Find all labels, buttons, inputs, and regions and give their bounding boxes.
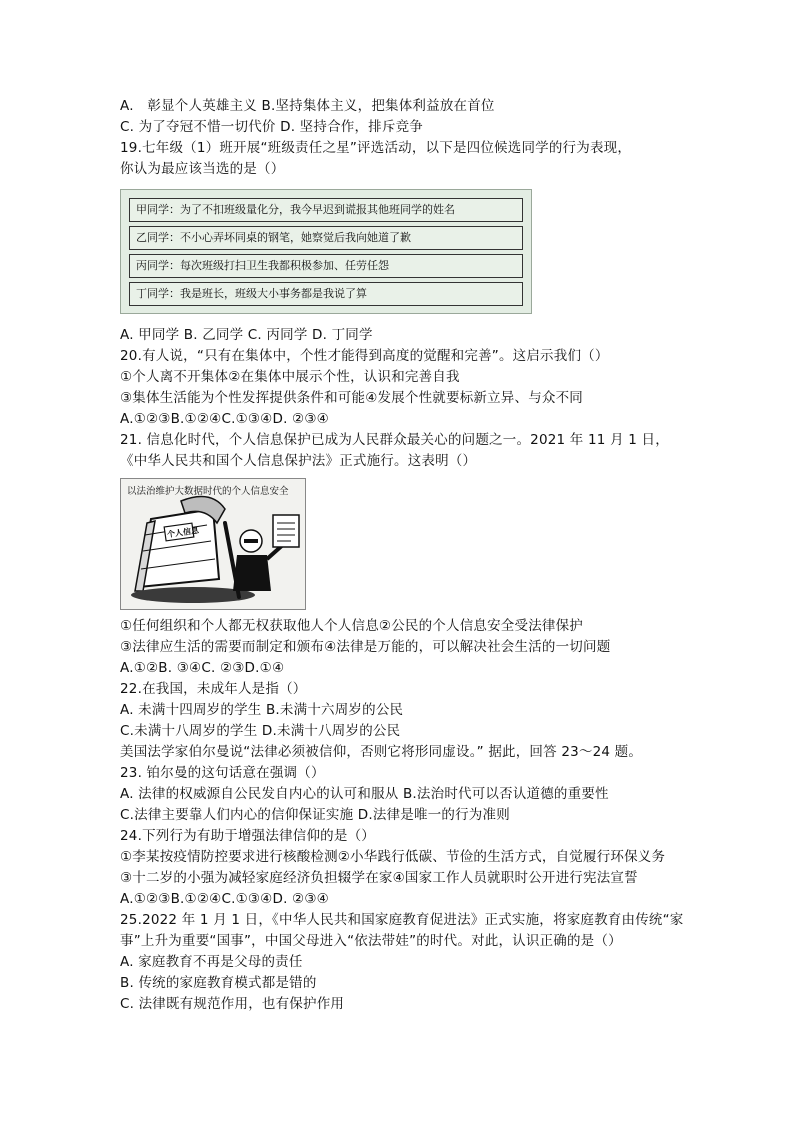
q23-24-intro: 美国法学家伯尔曼说“法律必须被信仰，否则它将形同虚设。” 据此，回答 23～24 题。 (120, 744, 643, 760)
q20-options: A.①②③B.①②④C.①③④D. ②③④ (120, 411, 329, 427)
candidates-table-image (120, 189, 532, 314)
q24-stem: 24.下列行为有助于增强法律信仰的是（） (120, 828, 375, 844)
q18-options-ab: A. 彰显个人英雄主义 B.坚持集体主义，把集体利益放在首位 (120, 98, 495, 114)
q24-statements-2: ③十二岁的小强为减轻家庭经济负担辍学在家④国家工作人员就职时公开进行宪法宣誓 (120, 870, 638, 886)
q23-stem: 23. 铂尔曼的这句话意在强调（） (120, 765, 325, 781)
q22-options-ab: A. 未满十四周岁的学生 B.未满十六周岁的公民 (120, 702, 404, 718)
q20-statements-1: ①个人离不开集体②在集体中展示个性，认识和完善自我 (120, 369, 460, 385)
q24-options: A.①②③B.①②④C.①③④D. ②③④ (120, 891, 329, 907)
q22-stem: 22.在我国，未成年人是指（） (120, 681, 307, 697)
cartoon-document-label: 个人信息 (166, 524, 200, 540)
q25-option-c: C. 法律既有规范作用，也有保护作用 (120, 996, 345, 1012)
privacy-cartoon-image (120, 478, 306, 610)
q25-stem-line1: 25.2022 年 1 月 1 日，《中华人民共和国家庭教育促进法》正式实施，将家庭教育由传统“家 (120, 912, 684, 928)
q23-options-ab: A. 法律的权威源自公民发自内心的认可和服从 B.法治时代可以否认道德的重要性 (120, 786, 609, 802)
q23-options-cd: C.法律主要靠人们内心的信仰保证实施 D.法律是唯一的行为准则 (120, 807, 510, 823)
cartoon-drawing (121, 479, 306, 610)
q19-options: A. 甲同学 B. 乙同学 C. 丙同学 D. 丁同学 (120, 327, 373, 343)
cartoon-caption: 以法治维护大数据时代的个人信息安全 (127, 486, 289, 497)
q21-options: A.①②B. ③④C. ②③D.①④ (120, 660, 285, 676)
candidate-row-jia: 甲同学：为了不扣班级量化分，我今早迟到谎报其他班同学的姓名 (129, 198, 523, 222)
candidate-row-bing: 丙同学：每次班级打扫卫生我都积极参加、任劳任怨 (129, 254, 523, 278)
candidate-row-ding: 丁同学：我是班长，班级大小事务都是我说了算 (129, 282, 523, 306)
q21-statements-2: ③法律应生活的需要而制定和颁布④法律是万能的，可以解决社会生活的一切问题 (120, 639, 611, 655)
candidate-row-yi: 乙同学：不小心弄坏同桌的钢笔，她察觉后我向她道了歉 (129, 226, 523, 250)
q18-options-cd: C. 为了夺冠不惜一切代价 D. 坚持合作，排斥竞争 (120, 119, 423, 135)
q19-stem-line1: 19.七年级（1）班开展“班级责任之星”评选活动，以下是四位候选同学的行为表现， (120, 140, 632, 156)
q20-statements-2: ③集体生活能为个性发挥提供条件和可能④发展个性就要标新立异、与众不同 (120, 390, 584, 406)
q19-stem-line2: 你认为最应该当选的是（） (120, 161, 285, 177)
q24-statements-1: ①李某按疫情防控要求进行核酸检测②小华践行低碳、节俭的生活方式，自觉履行环保义务 (120, 849, 666, 865)
q21-stem-line2: 《中华人民共和国个人信息保护法》正式施行。这表明（） (120, 453, 477, 469)
q25-option-b: B. 传统的家庭教育模式都是错的 (120, 975, 317, 991)
q22-options-cd: C.未满十八周岁的学生 D.未满十八周岁的公民 (120, 723, 401, 739)
q25-stem-line2: 事”上升为重要“国事”，中国父母进入“依法带娃”的时代。对此，认识正确的是（） (120, 933, 622, 949)
q20-stem: 20.有人说，“只有在集体中，个性才能得到高度的觉醒和完善”。这启示我们（） (120, 348, 609, 364)
q21-stem-line1: 21. 信息化时代，个人信息保护已成为人民群众最关心的问题之一。2021 年 11 月 1 日， (120, 432, 669, 448)
q25-option-a: A. 家庭教育不再是父母的责任 (120, 954, 303, 970)
q21-statements-1: ①任何组织和个人都无权获取他人个人信息②公民的个人信息安全受法律保护 (120, 618, 584, 634)
